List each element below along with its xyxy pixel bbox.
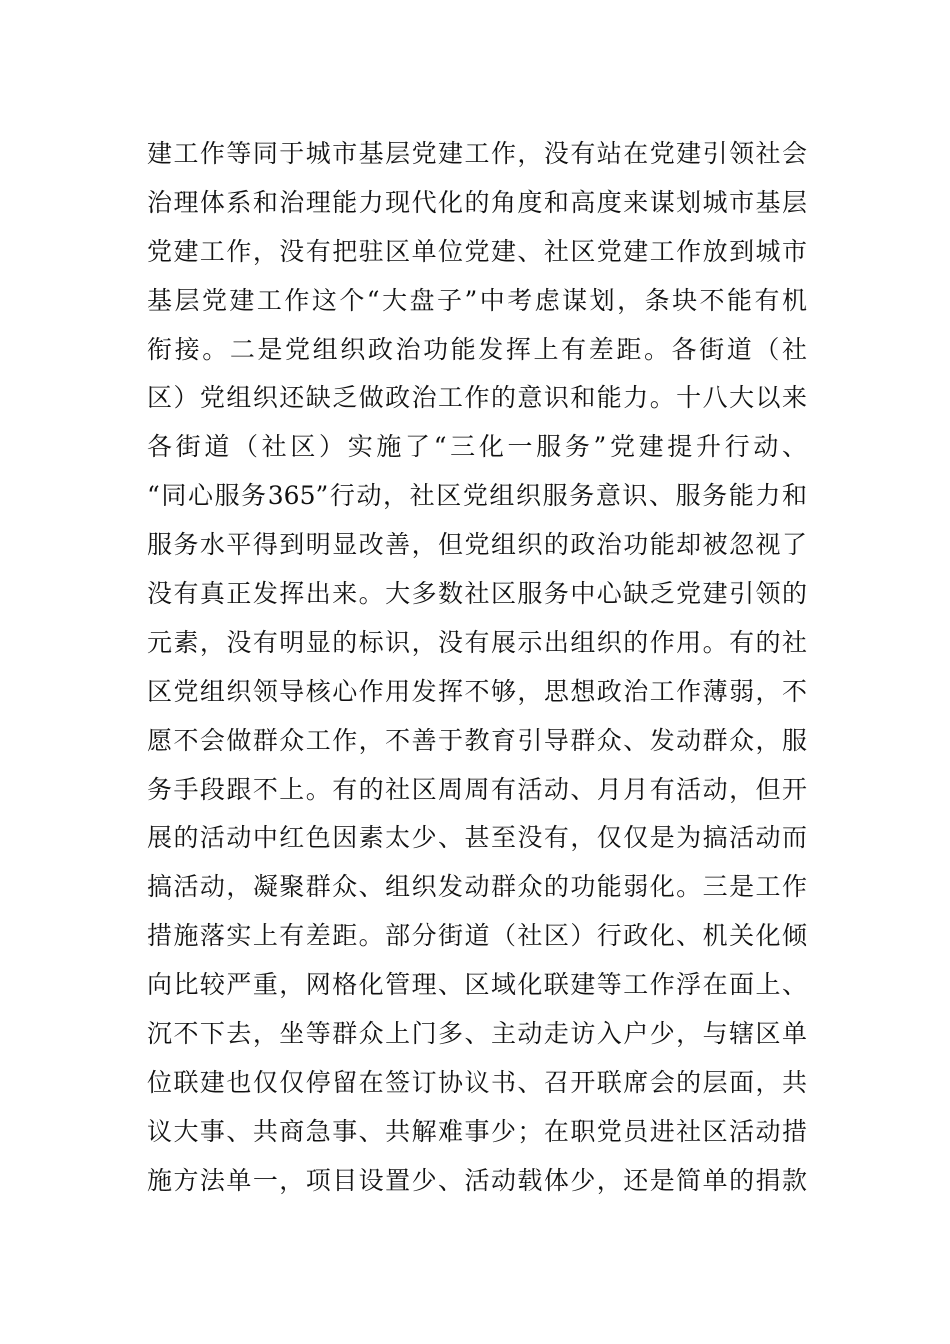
text-line-8: “同心服务365”行动，社区党组织服务意识、服务能力和 xyxy=(147,481,807,511)
text-line-18: 向比较严重，网格化管理、区域化联建等工作浮在面上、 xyxy=(147,970,807,1000)
body-text xyxy=(147,130,807,1206)
text-line-20: 位联建也仅仅停留在签订协议书、召开联席会的层面，共 xyxy=(147,1067,807,1097)
text-line-22: 施方法单一，项目设置少、活动载体少，还是简单的捐款 xyxy=(147,1165,807,1195)
text-line-6: 区）党组织还缺乏做政治工作的意识和能力。十八大以来 xyxy=(147,383,807,413)
text-line-12: 区党组织领导核心作用发挥不够，思想政治工作薄弱，不 xyxy=(147,676,807,706)
text-line-13: 愿不会做群众工作，不善于教育引导群众、发动群众，服 xyxy=(147,725,807,755)
text-line-11: 元素，没有明显的标识，没有展示出组织的作用。有的社 xyxy=(147,627,807,657)
text-line-5: 衔接。二是党组织政治功能发挥上有差距。各街道（社 xyxy=(147,334,807,364)
text-line-4: 基层党建工作这个“大盘子”中考虑谋划，条块不能有机 xyxy=(147,285,807,315)
text-line-15: 展的活动中红色因素太少、甚至没有，仅仅是为搞活动而 xyxy=(147,823,807,853)
text-line-3: 党建工作，没有把驻区单位党建、社区党建工作放到城市 xyxy=(147,236,807,266)
text-line-9: 服务水平得到明显改善，但党组织的政治功能却被忽视了 xyxy=(147,530,807,560)
text-line-10: 没有真正发挥出来。大多数社区服务中心缺乏党建引领的 xyxy=(147,579,807,609)
text-line-21: 议大事、共商急事、共解难事少；在职党员进社区活动措 xyxy=(147,1116,807,1146)
text-line-2: 治理体系和治理能力现代化的角度和高度来谋划城市基层 xyxy=(147,187,807,217)
text-line-1: 建工作等同于城市基层党建工作，没有站在党建引领社会 xyxy=(147,139,807,168)
text-line-16: 搞活动，凝聚群众、组织发动群众的功能弱化。三是工作 xyxy=(147,872,807,902)
text-line-7: 各街道（社区）实施了“三化一服务”党建提升行动、 xyxy=(147,432,807,462)
text-line-14: 务手段跟不上。有的社区周周有活动、月月有活动，但开 xyxy=(147,774,807,804)
text-line-19: 沉不下去，坐等群众上门多、主动走访入户少，与辖区单 xyxy=(147,1019,807,1049)
text-line-17: 措施落实上有差距。部分街道（社区）行政化、机关化倾 xyxy=(147,921,807,951)
